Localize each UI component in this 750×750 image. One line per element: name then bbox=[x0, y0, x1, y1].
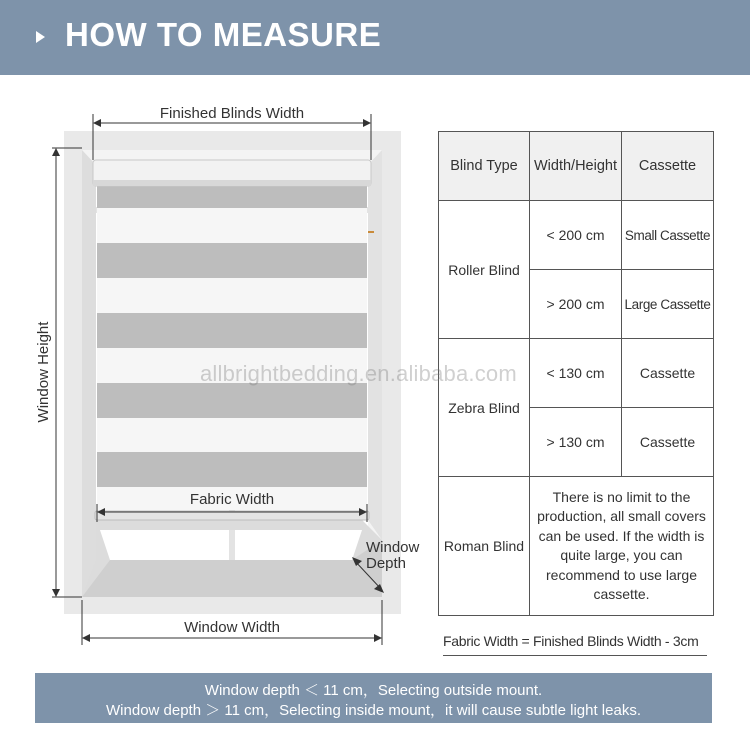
window-depth-label-line1: Window bbox=[366, 539, 420, 556]
fabric-width-label: Fabric Width bbox=[189, 491, 275, 508]
zebra-cassette-large: Cassette bbox=[622, 408, 714, 477]
roller-cassette-small: Small Cassette bbox=[622, 201, 714, 270]
finished-width-label: Finished Blinds Width bbox=[159, 105, 305, 122]
fabric-width-formula: Fabric Width = Finished Blinds Width - 3cm bbox=[443, 633, 707, 656]
footer-line-outside-mount: Window depth ＜ 11 cm，Selecting outside mount. bbox=[204, 682, 543, 699]
page-title: HOW TO MEASURE bbox=[65, 16, 382, 53]
fabric-stripe bbox=[97, 383, 367, 418]
zebra-size-small: < 130 cm bbox=[530, 339, 622, 408]
zebra-blind-type: Zebra Blind bbox=[439, 339, 530, 477]
header-width-height: Width/Height bbox=[530, 132, 622, 201]
footer-banner bbox=[35, 673, 712, 723]
fabric-stripe bbox=[97, 243, 367, 278]
table-row bbox=[439, 477, 714, 616]
table-row bbox=[439, 201, 714, 270]
roller-blind-type: Roller Blind bbox=[439, 201, 530, 339]
header-cassette: Cassette bbox=[622, 132, 714, 201]
window-width-label: Window Width bbox=[184, 619, 280, 636]
fabric-stripe bbox=[97, 452, 367, 487]
roman-blind-note: There is no limit to the production, all small covers can be used. If the width is quite large, you can recommend to use large cassette. bbox=[530, 477, 714, 616]
fabric-stripe bbox=[97, 186, 367, 208]
left-jamb bbox=[82, 150, 96, 597]
roller-size-small: < 200 cm bbox=[530, 201, 622, 270]
roman-blind-type: Roman Blind bbox=[439, 477, 530, 616]
roller-size-large: > 200 cm bbox=[530, 270, 622, 339]
right-jamb bbox=[368, 150, 382, 540]
table-header-row bbox=[439, 132, 714, 201]
zebra-size-large: > 130 cm bbox=[530, 408, 622, 477]
zebra-cassette-small: Cassette bbox=[622, 339, 714, 408]
fabric-stripe bbox=[97, 313, 367, 348]
header-blind-type: Blind Type bbox=[439, 132, 530, 201]
watermark-text: allbrightbedding.en.alibaba.com bbox=[200, 361, 517, 386]
roller-cassette-large: Large Cassette bbox=[622, 270, 714, 339]
window-height-label: Window Height bbox=[35, 321, 52, 423]
window-depth-label-line2: Depth bbox=[366, 555, 407, 572]
footer-line-inside-mount: Window depth ＞ 11 cm，Selecting inside mount，it will cause subtle light leaks. bbox=[106, 702, 641, 719]
